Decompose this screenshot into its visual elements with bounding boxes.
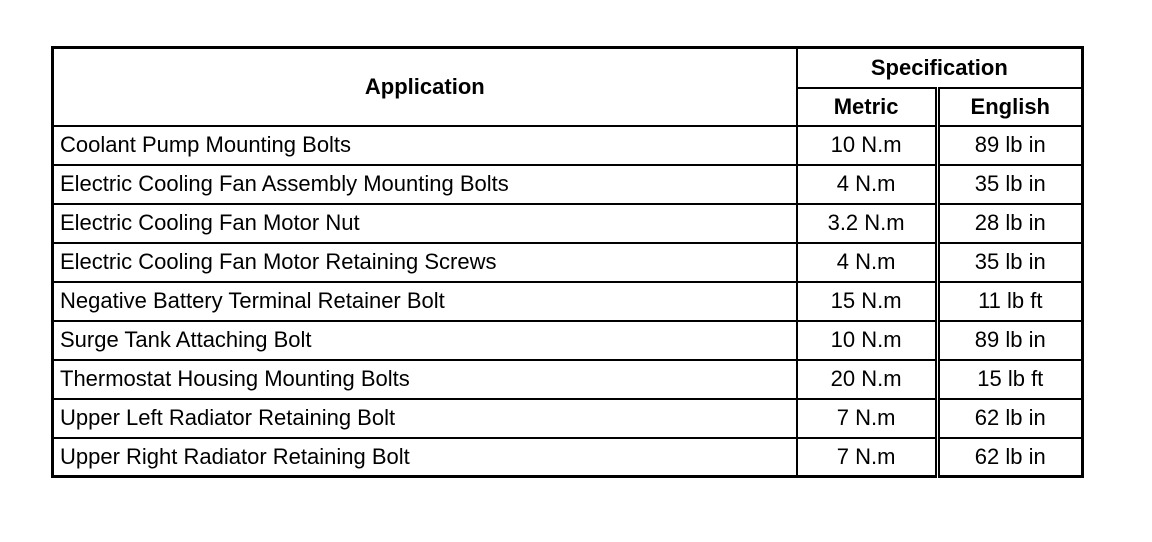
table-row [53, 360, 1083, 399]
header-application: Application [53, 48, 797, 126]
english-cell: 62 lb in [937, 438, 1082, 477]
table-row [53, 126, 1083, 165]
english-cell: 15 lb ft [937, 360, 1082, 399]
table-body [53, 126, 1083, 477]
application-cell: Electric Cooling Fan Motor Retaining Screws [53, 243, 797, 282]
english-cell: 35 lb in [937, 243, 1082, 282]
table-row [53, 438, 1083, 477]
table-row [53, 282, 1083, 321]
application-cell: Electric Cooling Fan Motor Nut [53, 204, 797, 243]
metric-cell: 7 N.m [797, 438, 937, 477]
metric-cell: 10 N.m [797, 321, 937, 360]
application-cell: Upper Left Radiator Retaining Bolt [53, 399, 797, 438]
english-cell: 89 lb in [937, 321, 1082, 360]
metric-cell: 7 N.m [797, 399, 937, 438]
header-row-top [53, 48, 1083, 88]
metric-cell: 10 N.m [797, 126, 937, 165]
header-specification: Specification [797, 48, 1083, 88]
english-cell: 11 lb ft [937, 282, 1082, 321]
header-metric: Metric [797, 88, 937, 126]
metric-cell: 3.2 N.m [797, 204, 937, 243]
table-row [53, 243, 1083, 282]
english-cell: 62 lb in [937, 399, 1082, 438]
application-cell: Negative Battery Terminal Retainer Bolt [53, 282, 797, 321]
english-cell: 35 lb in [937, 165, 1082, 204]
metric-cell: 4 N.m [797, 243, 937, 282]
application-cell: Surge Tank Attaching Bolt [53, 321, 797, 360]
application-cell: Upper Right Radiator Retaining Bolt [53, 438, 797, 477]
table-row [53, 399, 1083, 438]
application-cell: Electric Cooling Fan Assembly Mounting Bolts [53, 165, 797, 204]
table-row [53, 165, 1083, 204]
english-cell: 28 lb in [937, 204, 1082, 243]
application-cell: Thermostat Housing Mounting Bolts [53, 360, 797, 399]
table-row [53, 321, 1083, 360]
metric-cell: 4 N.m [797, 165, 937, 204]
table-row [53, 204, 1083, 243]
metric-cell: 20 N.m [797, 360, 937, 399]
english-cell: 89 lb in [937, 126, 1082, 165]
metric-cell: 15 N.m [797, 282, 937, 321]
fastener-specification-table [51, 46, 1084, 478]
application-cell: Coolant Pump Mounting Bolts [53, 126, 797, 165]
header-english: English [937, 88, 1082, 126]
